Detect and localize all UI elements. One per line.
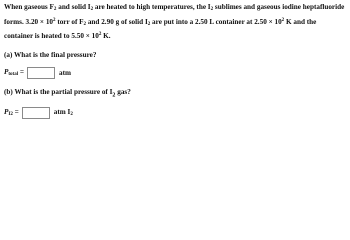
p-total-unit: atm: [59, 68, 72, 77]
p-i2-input[interactable]: [22, 107, 50, 119]
p-i2-unit-sub: 2: [70, 112, 73, 118]
problem-text-1: When gaseous F: [4, 3, 54, 11]
problem-sub-3: 2: [210, 7, 214, 12]
p-total-label: [4, 68, 24, 77]
part-a-question: (a) What is the final pressure?: [4, 50, 97, 59]
p-total-input[interactable]: [27, 67, 55, 79]
problem-sup-1: 2: [53, 17, 56, 23]
problem-text-2: and solid I: [56, 3, 91, 11]
p-i2-label-sub: I2: [8, 112, 13, 118]
p-i2-unit: [54, 108, 73, 117]
problem-text-7: are put into a 2.50 L container at 2.50 × 10: [150, 17, 282, 26]
problem-sub-5: 2: [147, 21, 151, 27]
problem-sub-4: 2: [83, 21, 87, 27]
p-i2-unit-main: atm I: [53, 108, 71, 117]
problem-statement: [4, 2, 346, 42]
problem-text-8: K and the container is heated to 5.50 × 10: [4, 17, 317, 40]
problem-text-4: sublimes and gaseous iodine heptafluoride forms. 3.20 × 10: [4, 3, 345, 26]
p-total-label-sub: total: [8, 72, 19, 77]
part-a-answer-row: [4, 67, 346, 79]
p-i2-label-main: P: [4, 108, 9, 117]
problem-sup-2: 2: [281, 17, 285, 23]
part-b-question: [4, 87, 346, 100]
p-i2-label-eq: =: [12, 108, 19, 117]
part-b-title-end: gas?: [115, 87, 131, 96]
part-b-title-text: (b) What is the partial pressure of I: [4, 87, 113, 96]
problem-text-9: K.: [101, 32, 111, 40]
part-b-title-sub: 2: [112, 91, 116, 98]
part-b-answer-row: [4, 107, 346, 119]
p-total-label-main: P: [4, 68, 9, 76]
p-i2-label: [4, 108, 19, 117]
problem-text-3: are heated to high temperatures, the I: [93, 3, 211, 11]
problem-sub-1: 2: [53, 7, 57, 12]
problem-sup-3: 2: [98, 32, 102, 37]
problem-text-5: torr of F: [55, 17, 84, 26]
problem-sub-2: 2: [90, 7, 94, 12]
problem-text-6: and 2.90 g of solid I: [86, 17, 148, 26]
p-total-label-eq: =: [18, 68, 25, 76]
